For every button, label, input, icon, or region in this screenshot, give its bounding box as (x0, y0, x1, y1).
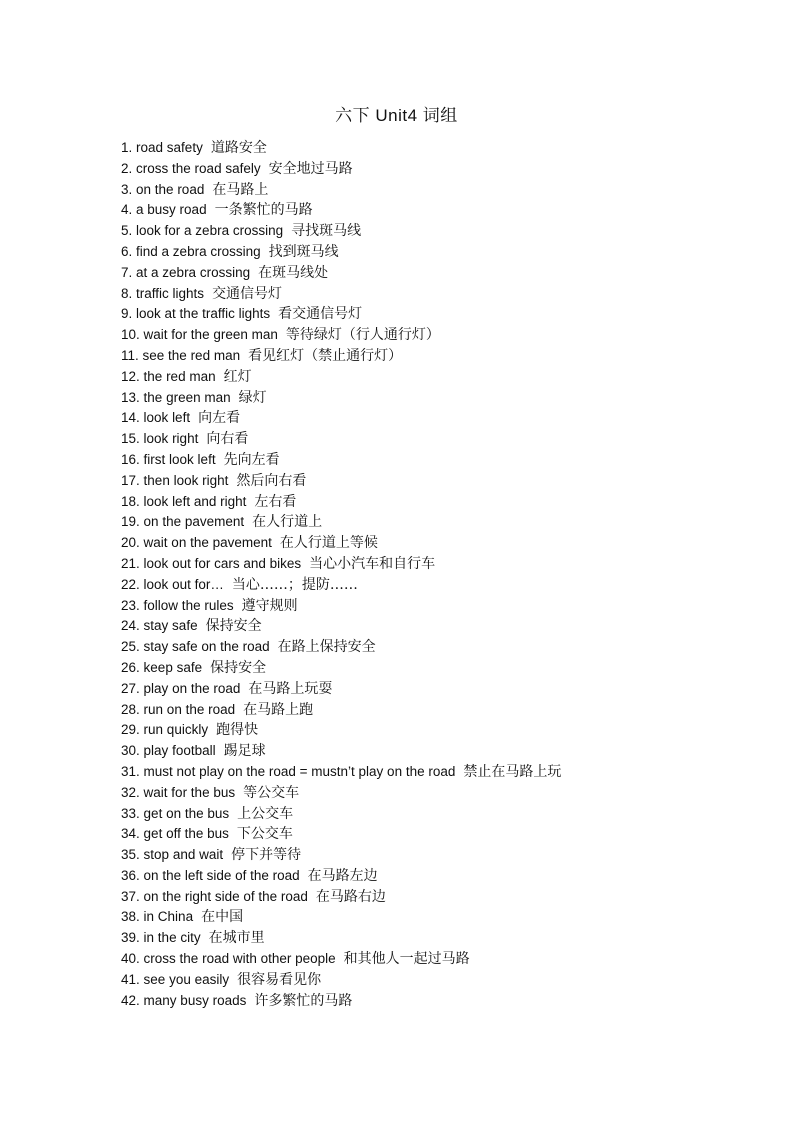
phrase-chinese: 在马路上玩耍 (248, 680, 333, 697)
phrase-chinese: 在城市里 (208, 930, 265, 947)
phrase-number: 30. (121, 743, 140, 759)
phrase-number: 16. (121, 451, 140, 467)
phrase-number: 8. (121, 285, 133, 301)
phrase-number: 3. (121, 181, 133, 197)
phrase-item (121, 325, 561, 346)
phrase-item (121, 533, 561, 554)
phrase-item (121, 866, 561, 887)
phrase-item (121, 741, 561, 762)
phrase-number: 37. (121, 888, 140, 904)
phrase-english: on the pavement (143, 514, 245, 530)
phrase-chinese: 交通信号灯 (212, 285, 283, 302)
phrase-english: at a zebra crossing (136, 264, 251, 280)
phrase-chinese: 在斑马线处 (258, 264, 329, 281)
phrase-chinese: 在马路左边 (307, 867, 378, 884)
phrase-item (121, 554, 561, 575)
phrase-english: the green man (143, 389, 231, 405)
phrase-english: look right (143, 431, 199, 447)
phrase-chinese: 向左看 (198, 410, 241, 427)
phrase-english: on the left side of the road (143, 867, 300, 883)
phrase-item (121, 304, 561, 325)
phrase-number: 5. (121, 223, 133, 239)
phrase-item (121, 907, 561, 928)
phrase-item (121, 408, 561, 429)
phrase-item (121, 346, 561, 367)
phrase-english: get off the bus (143, 826, 229, 842)
phrase-chinese: 当心小汽车和自行车 (309, 555, 436, 572)
phrase-number: 32. (121, 784, 140, 800)
phrase-chinese: 向右看 (206, 431, 249, 448)
phrase-item (121, 679, 561, 700)
phrase-list (121, 138, 561, 1011)
phrase-item (121, 762, 561, 783)
phrase-number: 21. (121, 555, 140, 571)
phrase-chinese: 当心……；提防…… (231, 576, 358, 593)
phrase-item (121, 450, 561, 471)
phrase-item (121, 700, 561, 721)
phrase-item (121, 242, 561, 263)
phrase-chinese: 在马路上跑 (243, 701, 314, 718)
phrase-chinese: 许多繁忙的马路 (254, 992, 353, 1009)
phrase-english: stay safe on the road (143, 639, 270, 655)
phrase-number: 6. (121, 243, 133, 259)
phrase-item (121, 388, 561, 409)
phrase-chinese: 一条繁忙的马路 (214, 202, 313, 219)
phrase-item (121, 492, 561, 513)
phrase-english: run quickly (143, 722, 209, 738)
phrase-item (121, 720, 561, 741)
phrase-chinese: 安全地过马路 (268, 160, 353, 177)
phrase-item (121, 471, 561, 492)
phrase-number: 22. (121, 576, 140, 592)
phrase-item (121, 284, 561, 305)
phrase-item (121, 970, 561, 991)
phrase-english: a busy road (136, 202, 207, 218)
phrase-chinese: 等待绿灯（行人通行灯） (285, 327, 440, 344)
phrase-number: 27. (121, 680, 140, 696)
phrase-item (121, 637, 561, 658)
phrase-english: on the right side of the road (143, 888, 308, 904)
phrase-chinese: 先向左看 (223, 451, 280, 468)
phrase-item (121, 991, 561, 1012)
phrase-english: wait on the pavement (143, 535, 272, 551)
phrase-number: 17. (121, 472, 140, 488)
phrase-number: 26. (121, 659, 140, 675)
phrase-number: 23. (121, 597, 140, 613)
phrase-number: 36. (121, 867, 140, 883)
phrase-chinese: 下公交车 (236, 826, 293, 843)
phrase-item (121, 824, 561, 845)
phrase-english: look left (143, 410, 191, 426)
phrase-item (121, 783, 561, 804)
phrase-item (121, 596, 561, 617)
phrase-number: 1. (121, 140, 133, 155)
phrase-chinese: 绿灯 (238, 389, 267, 406)
phrase-item (121, 367, 561, 388)
phrase-chinese: 上公交车 (237, 805, 294, 822)
phrase-english: look at the traffic lights (136, 306, 271, 322)
phrase-english: look out for cars and bikes (143, 555, 302, 571)
phrase-number: 33. (121, 805, 140, 821)
phrase-chinese: 看交通信号灯 (278, 306, 363, 323)
phrase-chinese: 道路安全 (210, 140, 267, 156)
phrase-chinese: 然后向右看 (236, 472, 307, 489)
phrase-number: 29. (121, 722, 140, 738)
phrase-english: see you easily (143, 971, 230, 987)
phrase-number: 40. (121, 951, 140, 967)
phrase-english: road safety (136, 140, 203, 155)
phrase-number: 11. (121, 347, 139, 363)
phrase-chinese: 红灯 (223, 368, 252, 385)
phrase-number: 24. (121, 618, 140, 634)
phrase-number: 14. (121, 410, 140, 426)
phrase-item (121, 928, 561, 949)
phrase-english: play on the road (143, 680, 241, 696)
phrase-english: then look right (143, 472, 229, 488)
phrase-chinese: 禁止在马路上玩 (463, 763, 562, 780)
phrase-item (121, 200, 561, 221)
phrase-english: stay safe (143, 618, 198, 634)
phrase-english: keep safe (143, 659, 203, 675)
phrase-item (121, 949, 561, 970)
phrase-chinese: 踢足球 (223, 743, 266, 760)
phrase-item (121, 845, 561, 866)
phrase-chinese: 和其他人一起过马路 (343, 951, 470, 968)
phrase-item (121, 887, 561, 908)
phrase-number: 39. (121, 930, 140, 946)
phrase-english: look left and right (143, 493, 247, 509)
phrase-english: get on the bus (143, 805, 230, 821)
phrase-item (121, 429, 561, 450)
phrase-english: must not play on the road = mustn’t play on the road (143, 763, 456, 779)
phrase-english: wait for the green man (143, 327, 278, 343)
phrase-chinese: 找到斑马线 (268, 243, 339, 260)
phrase-english: find a zebra crossing (136, 243, 261, 259)
phrase-english: look for a zebra crossing (136, 223, 284, 239)
phrase-english: cross the road with other people (143, 951, 336, 967)
phrase-number: 25. (121, 639, 140, 655)
phrase-number: 34. (121, 826, 140, 842)
phrase-english: in the city (143, 930, 201, 946)
phrase-item (121, 159, 561, 180)
phrase-chinese: 保持安全 (205, 618, 262, 635)
phrase-number: 41. (121, 971, 140, 987)
phrase-item (121, 180, 561, 201)
phrase-english: run on the road (143, 701, 236, 717)
phrase-chinese: 寻找斑马线 (291, 223, 362, 240)
phrase-english: first look left (143, 451, 216, 467)
phrase-english: stop and wait (143, 847, 224, 863)
phrase-number: 35. (121, 847, 140, 863)
phrase-english: the red man (143, 368, 216, 384)
phrase-number: 13. (121, 389, 140, 405)
phrase-item (121, 575, 561, 596)
phrase-number: 20. (121, 535, 140, 551)
phrase-number: 38. (121, 909, 140, 925)
phrase-chinese: 在路上保持安全 (277, 639, 376, 656)
phrase-english: see the red man (142, 347, 241, 363)
phrase-number: 19. (121, 514, 140, 530)
phrase-english: in China (143, 909, 194, 925)
phrase-chinese: 在中国 (201, 909, 244, 926)
phrase-item (121, 512, 561, 533)
phrase-number: 15. (121, 431, 140, 447)
phrase-item (121, 221, 561, 242)
phrase-chinese: 在人行道上 (252, 514, 323, 531)
phrase-english: on the road (136, 181, 205, 197)
phrase-english: wait for the bus (143, 784, 236, 800)
phrase-chinese: 在马路上 (212, 181, 269, 198)
phrase-item (121, 138, 561, 159)
phrase-number: 12. (121, 368, 140, 384)
phrase-number: 7. (121, 264, 133, 280)
phrase-item (121, 658, 561, 679)
phrase-chinese: 在人行道上等候 (279, 535, 378, 552)
phrase-chinese: 跑得快 (216, 722, 259, 739)
phrase-english: cross the road safely (136, 160, 261, 176)
phrase-item (121, 263, 561, 284)
phrase-english: traffic lights (136, 285, 205, 301)
phrase-chinese: 在马路右边 (315, 888, 386, 905)
phrase-chinese: 很容易看见你 (237, 971, 322, 988)
phrase-number: 9. (121, 306, 133, 322)
phrase-english: look out for… (143, 576, 224, 592)
phrase-chinese: 左右看 (254, 493, 297, 510)
phrase-number: 28. (121, 701, 140, 717)
phrase-item (121, 616, 561, 637)
phrase-chinese: 保持安全 (210, 659, 267, 676)
phrase-english: follow the rules (143, 597, 234, 613)
phrase-chinese: 遵守规则 (241, 597, 298, 614)
phrase-number: 2. (121, 160, 133, 176)
phrase-number: 4. (121, 202, 133, 218)
page-title: 六下 Unit4 词组 (335, 106, 458, 125)
phrase-number: 18. (121, 493, 140, 509)
phrase-chinese: 停下并等待 (231, 847, 302, 864)
phrase-item (121, 804, 561, 825)
phrase-english: many busy roads (143, 992, 247, 1008)
phrase-number: 42. (121, 992, 140, 1008)
phrase-number: 10. (121, 327, 140, 343)
phrase-chinese: 等公交车 (243, 784, 300, 801)
phrase-number: 31. (121, 763, 140, 779)
phrase-english: play football (143, 743, 216, 759)
phrase-chinese: 看见红灯（禁止通行灯） (248, 347, 403, 364)
